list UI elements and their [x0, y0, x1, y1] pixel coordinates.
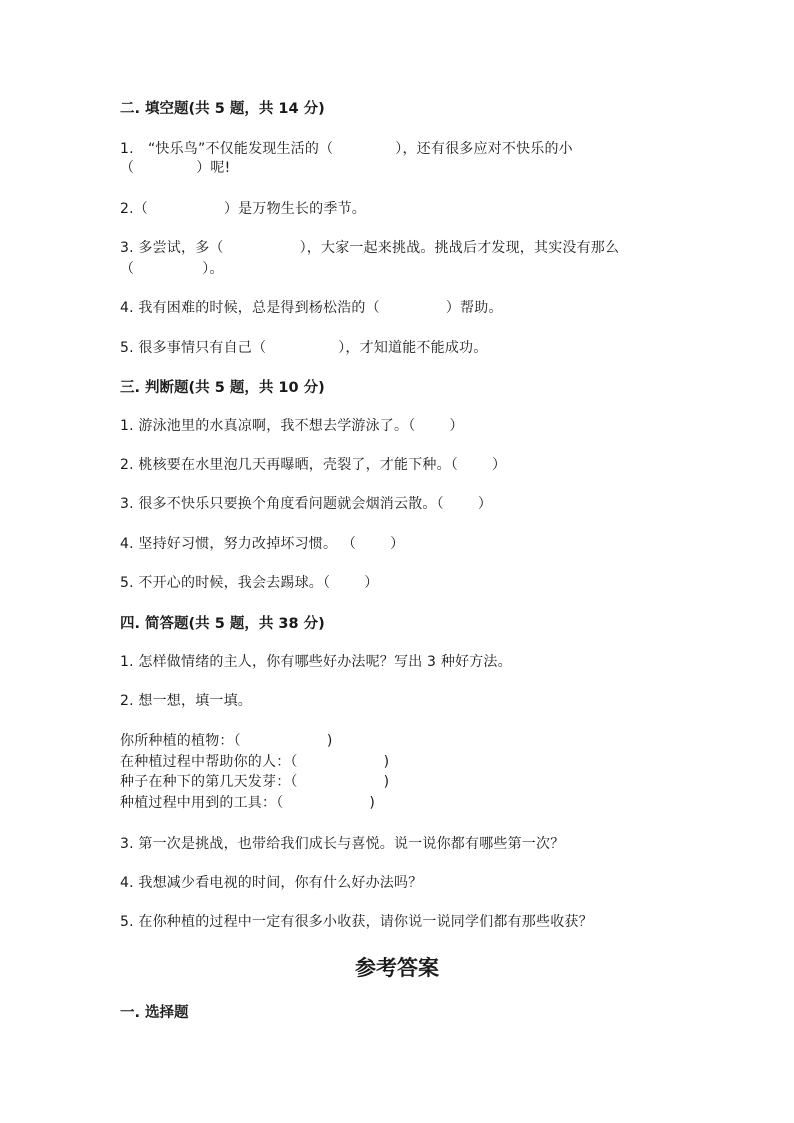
fill-q1-part-a: 1. “快乐鸟”不仅能发现生活的（ [120, 141, 334, 157]
fill-question-3 [120, 237, 619, 257]
judge-q3-close: ） [477, 496, 493, 512]
judge-q3-text: 3. 很多不快乐只要换个角度看问题就会烟消云散。（ [120, 496, 444, 512]
form-row-helper [120, 751, 389, 771]
fill-question-1-cont [120, 157, 230, 177]
form-helper-close: ) [383, 754, 390, 770]
judge-q4-text: 4. 坚持好习惯，努力改掉坏习惯。 （ [120, 536, 357, 552]
judge-q1-text: 1. 游泳池里的水真凉啊，我不想去学游泳了。（ [120, 418, 416, 434]
fill-q3-part-d: ）。 [202, 261, 224, 277]
judge-question-3 [120, 493, 492, 513]
fill-question-3-cont [120, 258, 224, 278]
fill-q4-part-b: ）帮助。 [445, 300, 503, 316]
short-question-2: 2. 想一想，填一填。 [120, 693, 253, 709]
judge-q2-close: ） [492, 457, 507, 473]
fill-question-1 [120, 138, 573, 158]
form-plant-label: 你所种植的植物：（ [120, 733, 241, 749]
short-question-1: 1. 怎样做情绪的主人，你有哪些好办法呢？写出 3 种好方法。 [120, 654, 512, 670]
judge-q1-close: ） [449, 418, 464, 434]
judge-question-1 [120, 415, 464, 435]
fill-q2-part-b: ）是万物生长的季节。 [223, 201, 366, 217]
fill-q5-part-a: 5. 很多事情只有自己（ [120, 340, 267, 356]
judge-question-4 [120, 533, 404, 553]
fill-q2-part-a: 2.（ [120, 201, 148, 217]
answers-title: 参考答案 [355, 955, 439, 980]
fill-q3-part-c: （ [120, 261, 135, 277]
judge-q2-text: 2. 桃核要在水里泡几天再曝晒，壳裂了，才能下种。（ [120, 457, 459, 473]
judge-question-2 [120, 454, 506, 474]
answers-section-choice: 一. 选择题 [120, 1005, 189, 1021]
judge-question-5 [120, 572, 378, 592]
fill-q5-part-b: ），才知道能不能成功。 [338, 340, 488, 356]
section-title-true-false: 三. 判断题(共 5 题，共 10 分) [120, 380, 325, 396]
form-tools-label: 种植过程中用到的工具：（ [120, 795, 284, 811]
form-plant-close: ) [326, 733, 333, 749]
fill-q1-part-b: ），还有很多应对不快乐的小 [395, 141, 573, 157]
form-helper-label: 在种植过程中帮助你的人：（ [120, 754, 298, 770]
judge-q4-close: ） [390, 536, 405, 552]
fill-question-4 [120, 297, 503, 317]
form-row-sprout-day [120, 771, 389, 791]
form-sprout-label: 种子在种下的第几天发芽：（ [120, 774, 298, 790]
section-title-fill-blank: 二. 填空题(共 5 题，共 14 分) [120, 101, 325, 117]
fill-question-5 [120, 337, 487, 357]
form-sprout-close: ) [383, 774, 390, 790]
judge-q5-text: 5. 不开心的时候，我会去踢球。（ [120, 575, 331, 591]
short-question-3: 3. 第一次是挑战，也带给我们成长与喜悦。说一说你都有哪些第一次？ [120, 836, 565, 852]
section-title-short-answer: 四. 简答题(共 5 题，共 38 分) [120, 616, 325, 632]
fill-question-2 [120, 198, 366, 218]
form-row-plant [120, 730, 332, 750]
short-question-4: 4. 我想减少看电视的时间，你有什么好办法吗？ [120, 875, 423, 891]
fill-q3-part-b: ），大家一起来挑战。挑战后才发现，其实没有那么 [299, 240, 620, 256]
judge-q5-close: ） [364, 575, 379, 591]
form-row-tools [120, 792, 375, 812]
fill-q1-part-c: （ [120, 160, 135, 176]
short-question-5: 5. 在你种植的过程中一定有很多小收获，请你说一说同学们都有那些收获？ [120, 914, 593, 930]
fill-q1-part-d: ）呢! [196, 160, 231, 176]
form-tools-close: ) [369, 795, 376, 811]
fill-q4-part-a: 4. 我有困难的时候，总是得到杨松浩的（ [120, 300, 380, 316]
fill-q3-part-a: 3. 多尝试，多（ [120, 240, 224, 256]
